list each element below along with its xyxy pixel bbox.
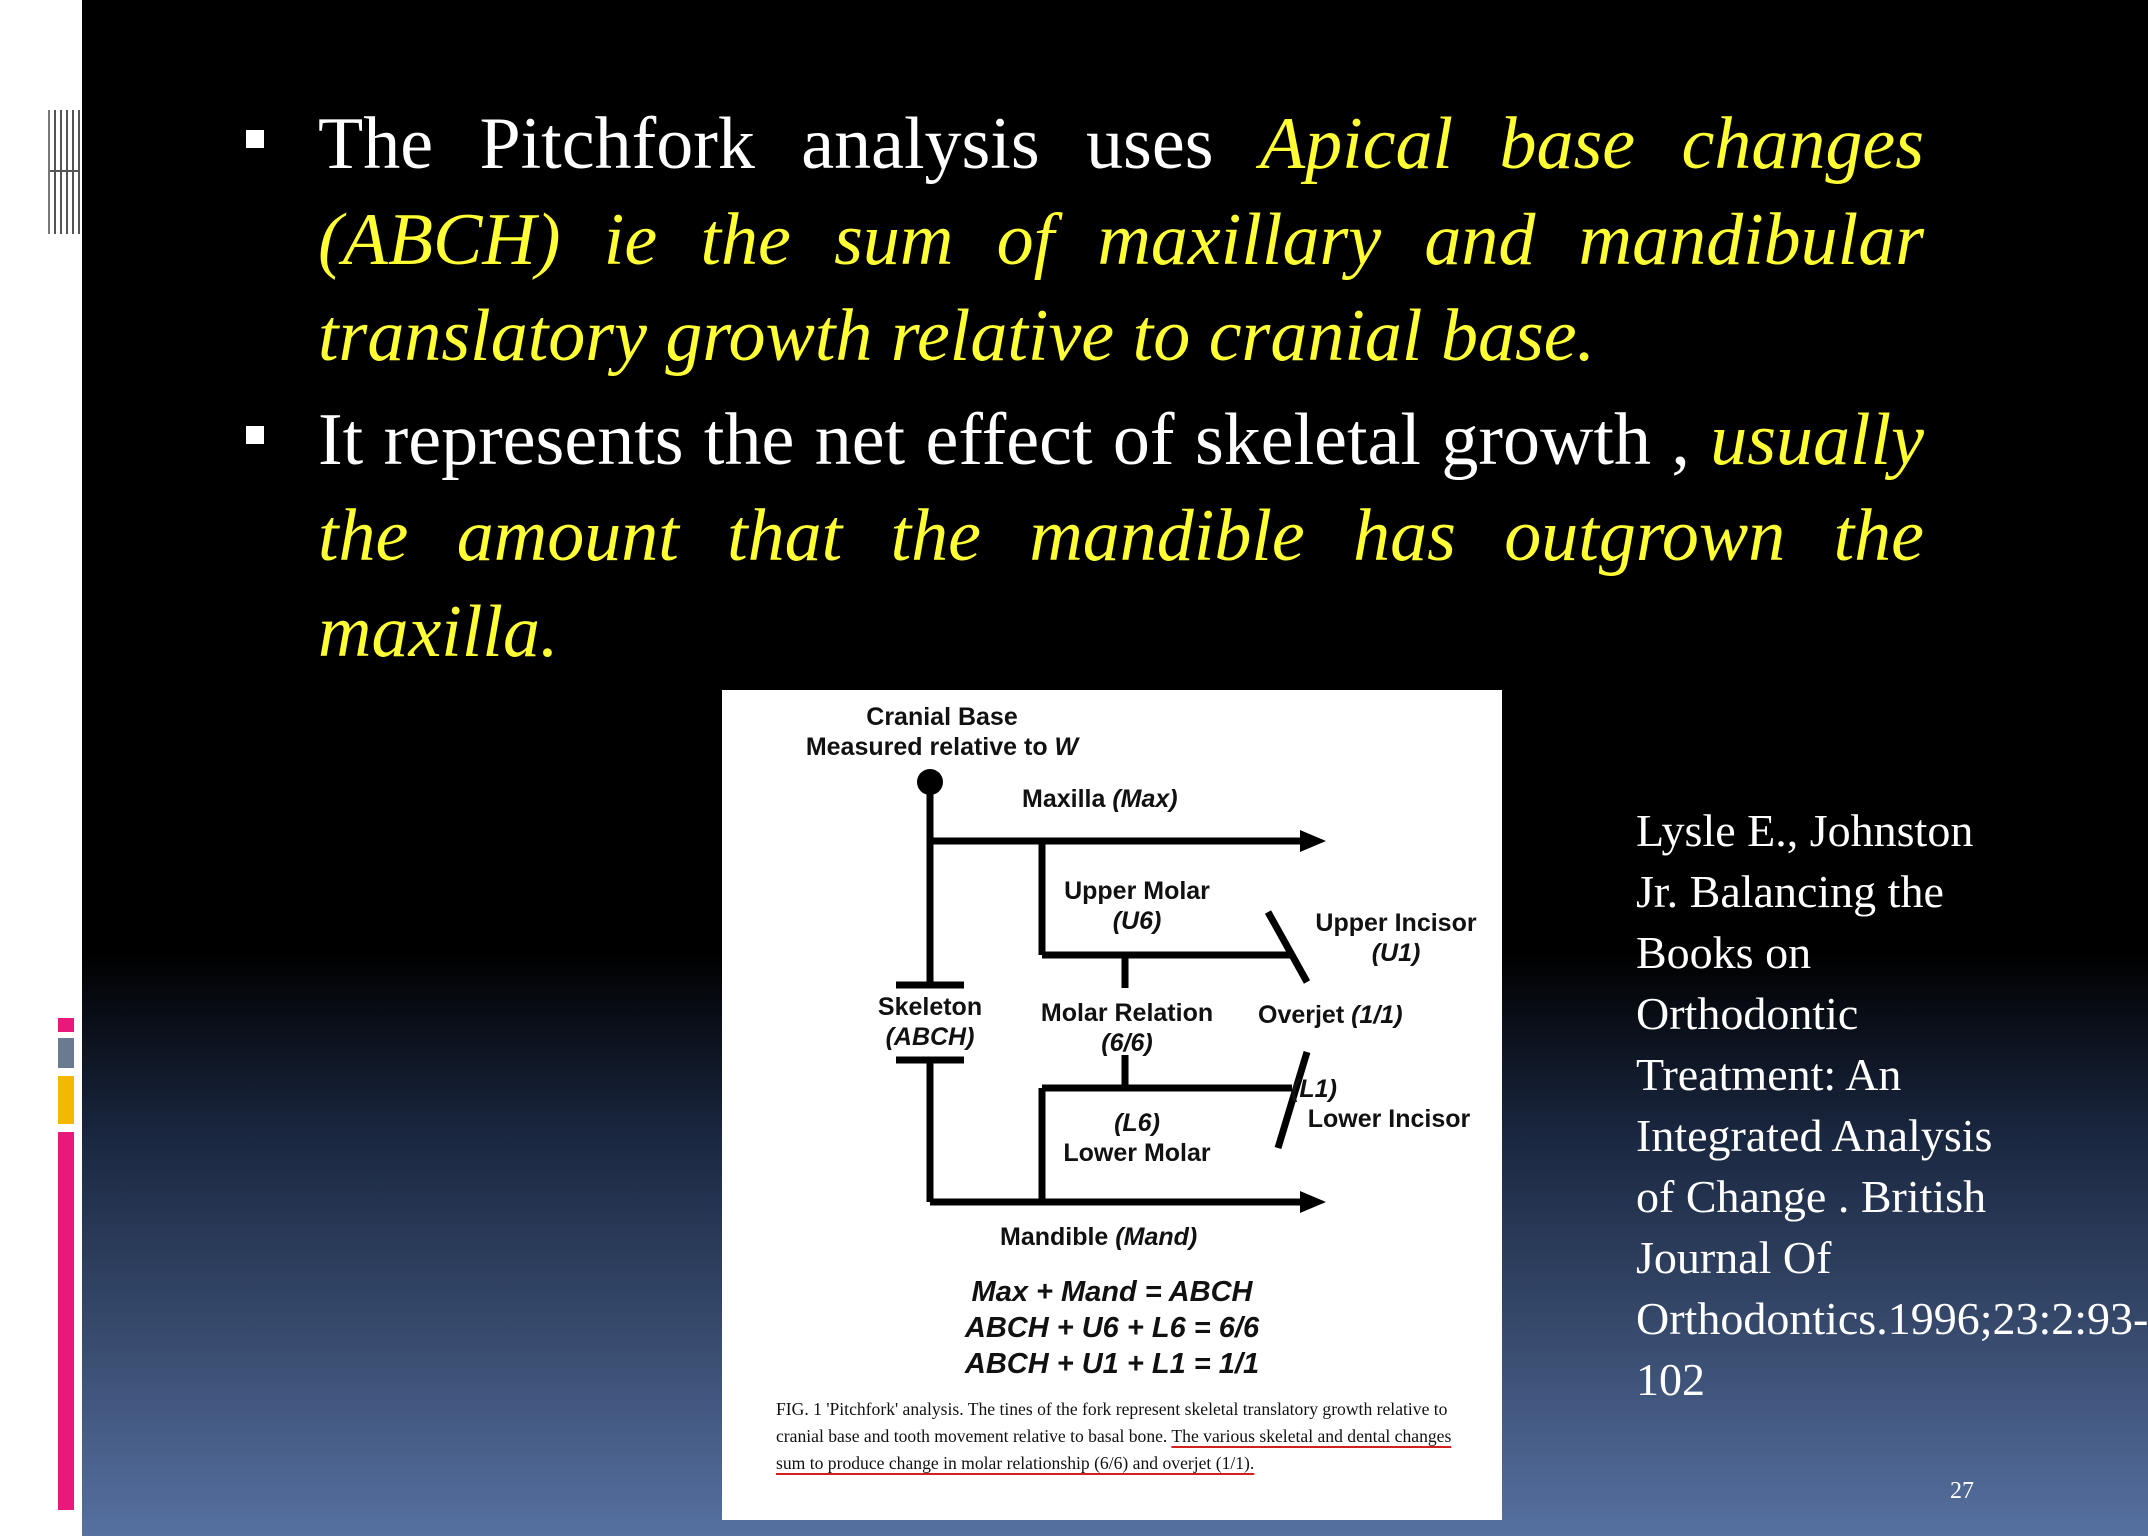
molar-relation-label: Molar Relation (6/6) (1040, 999, 1214, 1057)
bullet-item-1 (240, 96, 1924, 384)
accent-bar-pink (58, 1132, 74, 1510)
citation-reference: Lysle E., Johnston Jr. Balancing the Books on Orthodontic Treatment: An Integrated Analysis of Change . British Journal Of Orthodontics.1996;23:2:93-102 (1636, 805, 2148, 1405)
upper-incisor-label: Upper Incisor (U1) (1315, 909, 1477, 967)
bullet-2-text: It represents the net effect of skeletal growth , (318, 399, 1711, 481)
accent-bar-yellow (58, 1076, 74, 1124)
bullet-2-highlight: usually the amount that the mandible has outgrown the maxilla. (318, 399, 1924, 673)
pitchfork-diagram-figure (722, 690, 1502, 1520)
vent-icon (48, 110, 80, 234)
figure-caption: FIG. 1 'Pitchfork' analysis. The tines of the fork represent skeletal translatory growth relative to cranial base and tooth movement relative to basal bone. The various skeletal and dental changes sum to produce change in molar relationship (6/6) and overjet (1/1). (776, 1399, 1452, 1473)
mandible-label: Mandible (Mand) (1000, 1223, 1198, 1251)
cranial-base-label: Cranial Base (866, 703, 1018, 731)
left-decorative-strip (0, 0, 82, 1536)
accent-bar-pink-top (58, 1018, 74, 1032)
bullet-list (240, 96, 1924, 688)
bullet-square-icon (246, 426, 264, 444)
bullet-1-highlight: Apical base changes (ABCH) ie the sum of maxillary and mandibular translatory growth relative to cranial base. (318, 103, 1925, 377)
caption-underlined-text: The various skeletal and dental changes sum to produce change in molar relationship (6/6) and overjet (1/1). (776, 1426, 1452, 1473)
accent-bar-gray (58, 1038, 74, 1068)
lower-molar-label: (L6) Lower Molar (1063, 1109, 1211, 1167)
lower-incisor-label: (L1) Lower Incisor (1291, 1075, 1471, 1133)
overjet-label: Overjet (1/1) (1258, 1001, 1403, 1029)
cranial-base-subtitle: Measured relative to W (805, 733, 1079, 761)
bullet-square-icon (246, 130, 264, 148)
slide-number: 27 (1950, 1478, 1974, 1504)
bullet-1-text: The Pitchfork analysis uses (318, 103, 1260, 185)
upper-molar-label: Upper Molar (U6) (1064, 877, 1210, 935)
maxilla-label: Maxilla (Max) (1022, 785, 1178, 813)
equation-1: Max + Mand = ABCH (971, 1276, 1253, 1308)
skeleton-label: Skeleton (ABCH) (877, 993, 983, 1051)
bullet-item-2 (240, 392, 1924, 680)
equation-3: ABCH + U1 + L1 = 1/1 (964, 1348, 1260, 1380)
equation-2: ABCH + U6 + L6 = 6/6 (964, 1312, 1260, 1344)
